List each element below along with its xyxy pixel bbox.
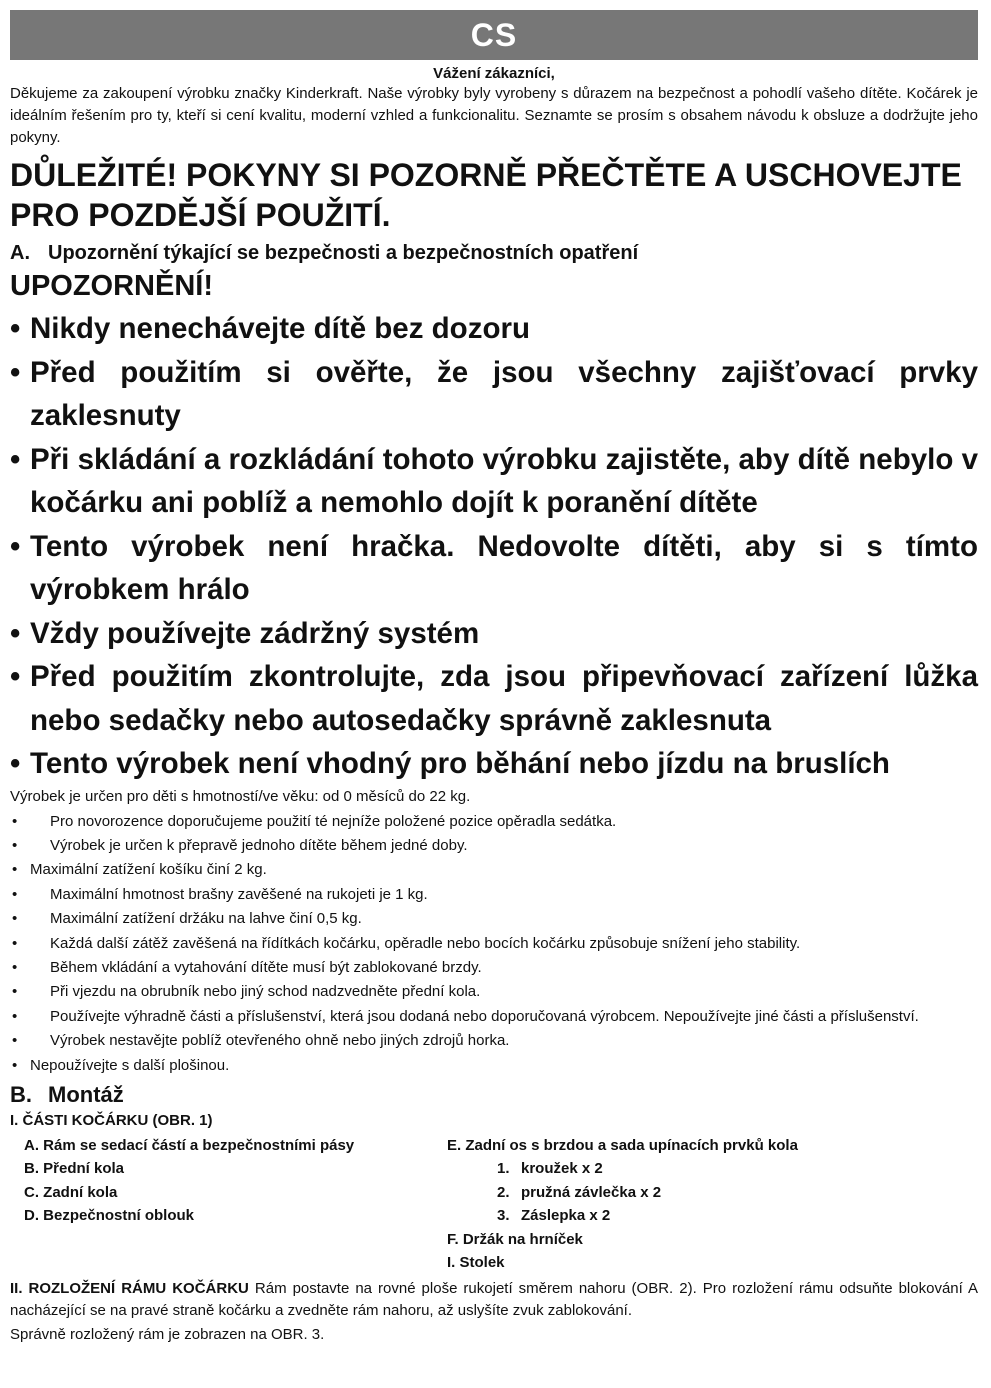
warning-item: • Tento výrobek není vhodný pro běhání nebo jízdu na bruslích: [10, 742, 978, 786]
greeting: Vážení zákazníci,: [433, 65, 555, 82]
note-item: • Maximální zatížení košíku činí 2 kg.: [10, 858, 978, 882]
usage-statement: Výrobek je určen pro děti s hmotností/ve věku: od 0 měsíců do 22 kg.: [10, 787, 471, 805]
warning-item: • Vždy používejte zádržný systém: [10, 612, 978, 656]
note-item: • Používejte výhradně části a příslušenství, která jsou dodaná nebo doporučovaná výrobcem. Nepoužívejte jiné části a příslušenství.: [10, 1005, 978, 1029]
part-item: F. Držák na hrníček: [447, 1230, 583, 1248]
bullet-icon: •: [12, 1032, 18, 1050]
warning-list: [10, 307, 978, 786]
part-subitem: 3. Záslepka x 2: [497, 1207, 611, 1225]
bullet-icon: •: [10, 747, 21, 780]
section-a-heading: [10, 239, 978, 267]
manual-page: [10, 10, 978, 1346]
note-item: • Během vkládání a vytahování dítěte musí být zablokované brzdy.: [10, 956, 978, 980]
note-item: • Výrobek nestavějte poblíž otevřeného ohně nebo jiných zdrojů horka.: [10, 1029, 978, 1053]
bullet-icon: •: [12, 958, 18, 976]
part-item: A. Rám se sedací částí a bezpečnostními pásy: [24, 1136, 355, 1154]
bullet-icon: •: [10, 355, 21, 389]
unfold-result: Správně rozložený rám je zobrazen na OBR. 3.: [10, 1325, 325, 1343]
unfold-text: Rám postavte na rovné ploše rukojetí směrem nahoru (OBR. 2). Pro rozložení rámu odsuňte blokování A nacházející se na pravé straně kočárku a zvedněte rám nahoru, až uslyšíte zvuk zablokování.: [10, 1279, 979, 1319]
bullet-icon: •: [12, 934, 18, 952]
warning-title: UPOZORNĚNÍ!: [10, 270, 213, 302]
note-item: • Každá další zátěž zavěšená na řídítkách kočárku, opěradle nebo bocích kočárku způsobuje snížení jeho stability.: [10, 932, 978, 956]
bullet-icon: •: [10, 442, 21, 476]
bullet-icon: •: [10, 312, 21, 345]
warning-item: • Tento výrobek není hračka. Nedovolte dítěti, aby si s tímto výrobkem hrálo: [10, 525, 978, 612]
notes-list: [10, 810, 978, 1078]
section-a-letter: A.: [10, 242, 30, 264]
unfold-paragraph: [10, 1278, 978, 1322]
part-item: C. Zadní kola: [24, 1183, 118, 1201]
note-item: • Výrobek je určen k přepravě jednoho dítěte během jedné doby.: [10, 834, 978, 858]
bullet-icon: •: [12, 836, 18, 854]
parts-title: I. ČÁSTI KOČÁRKU (OBR. 1): [10, 1111, 213, 1129]
important-notice: DŮLEŽITÉ! POKYNY SI POZORNĚ PŘEČTĚTE A USCHOVEJTE PRO POZDĚJŠÍ POUŽITÍ.: [10, 157, 962, 233]
bullet-icon: •: [12, 812, 18, 830]
note-item: • Maximální hmotnost brašny zavěšené na rukojeti je 1 kg.: [10, 883, 978, 907]
section-b-title: Montáž: [48, 1081, 124, 1107]
warning-item: • Před použitím zkontrolujte, zda jsou připevňovací zařízení lůžka nebo sedačky nebo autosedačky správně zaklesnuta: [10, 655, 978, 742]
parts-right-column: [447, 1134, 978, 1275]
warning-item: • Nikdy nenechávejte dítě bez dozoru: [10, 307, 978, 351]
bullet-icon: •: [12, 885, 18, 903]
bullet-icon: •: [12, 861, 18, 879]
section-a-title: Upozornění týkající se bezpečnosti a bezpečnostních opatření: [48, 242, 639, 264]
part-item: B. Přední kola: [24, 1160, 125, 1178]
bullet-icon: •: [10, 660, 21, 693]
note-item: • Pro novorozence doporučujeme použití té nejníže položené pozice opěradla sedátka.: [10, 810, 978, 834]
parts-list: [10, 1134, 978, 1275]
part-item: I. Stolek: [447, 1254, 505, 1272]
part-item: D. Bezpečnostní oblouk: [24, 1207, 195, 1225]
bullet-icon: •: [10, 616, 21, 650]
unfold-title: II. ROZLOŽENÍ RÁMU KOČÁRKU: [10, 1279, 249, 1297]
note-item: • Maximální zatížení držáku na lahve činí 0,5 kg.: [10, 907, 978, 931]
bullet-icon: •: [12, 910, 18, 928]
parts-left-column: [10, 1134, 447, 1275]
language-header: [10, 10, 978, 60]
bullet-icon: •: [12, 983, 18, 1001]
note-item: • Při vjezdu na obrubník nebo jiný schod nadzvedněte přední kola.: [10, 980, 978, 1004]
part-item: E. Zadní os s brzdou a sada upínacích prvků kola: [447, 1136, 798, 1154]
bullet-icon: •: [10, 529, 21, 563]
language-code: CS: [470, 16, 518, 53]
section-b-letter: B.: [10, 1081, 32, 1107]
part-subitem: 1. kroužek x 2: [497, 1160, 603, 1178]
warning-item: • Při skládání a rozkládání tohoto výrobku zajistěte, aby dítě nebylo v kočárku ani poblíž a nemohlo dojít k poranění dítěte: [10, 438, 978, 525]
intro-paragraph: Děkujeme za zakoupení výrobku značky Kinderkraft. Naše výrobky byly vyrobeny s důrazem na bezpečnost a pohodlí vašeho dítěte. Kočárek je ideálním řešením pro ty, kteří si cení kvalitu, moderní vzhled a funkcionalitu. Seznamte se prosím s obsahem návodu k obsluze a dodržujte jeho pokyny.: [10, 85, 978, 146]
part-subitem: 2. pružná závlečka x 2: [497, 1183, 662, 1201]
note-item: • Nepoužívejte s další plošinou.: [10, 1054, 978, 1078]
bullet-icon: •: [12, 1056, 18, 1074]
bullet-icon: •: [12, 1007, 18, 1025]
warning-item: • Před použitím si ověřte, že jsou všechny zajišťovací prvky zaklesnuty: [10, 351, 978, 438]
section-b-heading: [10, 1080, 978, 1110]
